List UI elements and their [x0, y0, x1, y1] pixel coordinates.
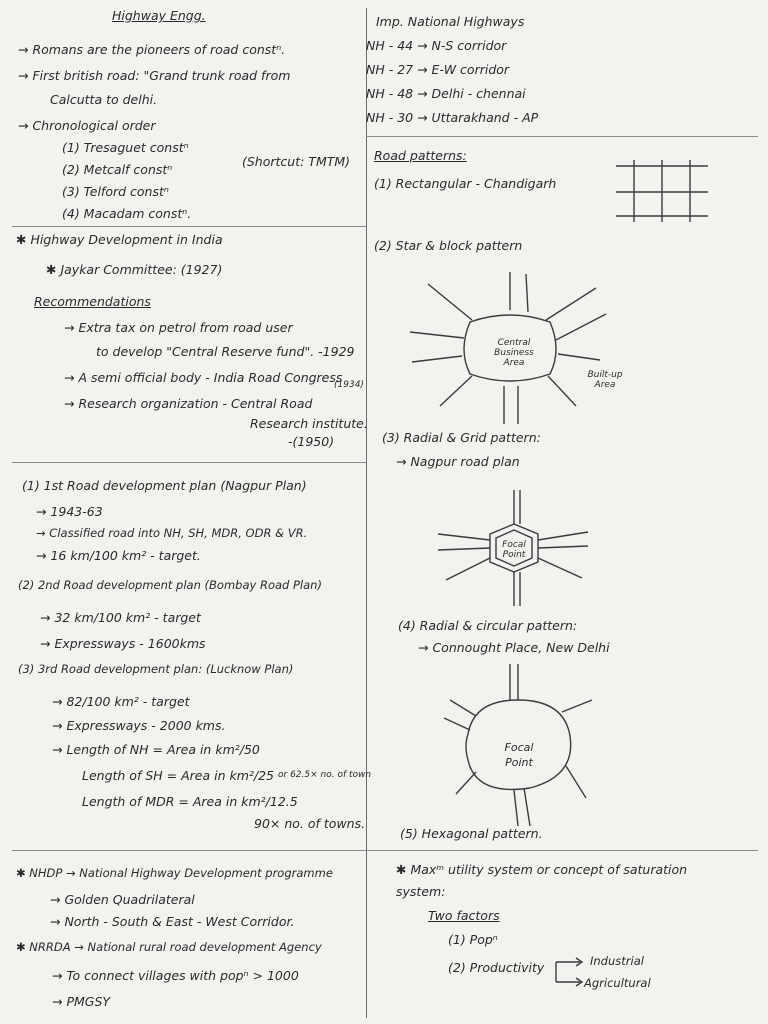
note-line: → Length of NH = Area in km²/50 [52, 742, 260, 757]
divider-bottom [12, 850, 758, 851]
divider-left-2 [12, 462, 366, 463]
note-line: → Nagpur road plan [396, 454, 520, 469]
note-line: Length of SH = Area in km²/25 [82, 768, 275, 783]
note-line: → Golden Quadrilateral [50, 892, 195, 907]
note-line: → Classified road into NH, SH, MDR, ODR & VR. [36, 526, 308, 540]
note-line: Research institute. [250, 416, 368, 431]
note-line: → First british road: "Grand trunk road from [18, 68, 291, 83]
note-line: (4) Macadam constⁿ. [62, 206, 192, 221]
note-line: → 16 km/100 km² - target. [36, 548, 201, 563]
rectangular-pattern-diagram [612, 156, 712, 226]
section-heading: Imp. National Highways [376, 14, 525, 29]
note-line: Calcutta to delhi. [50, 92, 158, 107]
note-line: → 82/100 km² - target [52, 694, 190, 709]
note-line: (1) Rectangular - Chandigarh [374, 176, 557, 191]
note-line: system: [396, 884, 446, 899]
note-line: (2) Productivity [448, 960, 545, 975]
note-line: → PMGSY [52, 994, 111, 1009]
note-line: → Extra tax on petrol from road user [64, 320, 293, 335]
note-line: (3) Telford constⁿ [62, 184, 169, 199]
note-line: NH - 48 → Delhi - chennai [366, 86, 526, 101]
diagram-label: Built-up Area [587, 370, 623, 390]
note-line: → North - South & East - West Corridor. [50, 914, 295, 929]
note-line: Industrial [590, 954, 644, 968]
note-line: → 1943-63 [36, 504, 103, 519]
section-heading: ✱ Highway Development in India [16, 232, 223, 247]
note-line: → A semi official body - India Road Congress [64, 370, 343, 385]
note-line: (1934) [334, 380, 364, 390]
note-line: (Shortcut: TMTM) [242, 154, 351, 169]
center-divider [366, 8, 367, 1018]
note-line: (1) Popⁿ [448, 932, 498, 947]
note-line: (1) Tresaguet constⁿ [62, 140, 189, 155]
note-line: → Connought Place, New Delhi [418, 640, 610, 655]
note-line: to develop "Central Reserve fund". -1929 [96, 344, 355, 359]
section-heading: ✱ NHDP → National Highway Development programme [16, 866, 333, 880]
note-line: → 32 km/100 km² - target [40, 610, 201, 625]
divider-left-1 [12, 226, 366, 227]
diagram-label: Central Business Area [494, 338, 534, 368]
note-line: Recommendations [34, 294, 151, 309]
divider-right-1 [366, 136, 758, 137]
note-line: (2) Metcalf constⁿ [62, 162, 173, 177]
page-title: Highway Engg. [112, 8, 206, 23]
note-line: -(1950) [288, 434, 335, 449]
note-line: → Romans are the pioneers of road constⁿ. [18, 42, 286, 57]
note-line: → To connect villages with popⁿ > 1000 [52, 968, 299, 983]
note-line: (4) Radial & circular pattern: [398, 618, 578, 633]
note-line: or 62.5× no. of town [278, 770, 372, 780]
plan-heading: (1) 1st Road development plan (Nagpur Plan) [22, 478, 307, 493]
diagram-label: Focal Point [502, 540, 526, 560]
productivity-bracket [552, 956, 586, 988]
plan-heading: (3) 3rd Road development plan: (Lucknow Plan) [18, 662, 294, 676]
note-line: NH - 30 → Uttarakhand - AP [366, 110, 539, 125]
note-line: (5) Hexagonal pattern. [400, 826, 543, 841]
diagram-label: Focal Point [504, 741, 534, 769]
note-line: → Research organization - Central Road [64, 396, 313, 411]
note-line: Two factors [428, 908, 500, 923]
note-line: → Expressways - 1600kms [40, 636, 206, 651]
section-heading: Road patterns: [374, 148, 467, 163]
plan-heading: (2) 2nd Road development plan (Bombay Road Plan) [18, 578, 322, 592]
note-line: (3) Radial & Grid pattern: [382, 430, 541, 445]
note-line: ✱ Jaykar Committee: (1927) [46, 262, 223, 277]
note-line: → Chronological order [18, 118, 156, 133]
section-heading: ✱ NRRDA → National rural road development Agency [16, 940, 322, 954]
note-line: Agricultural [584, 976, 651, 990]
note-line: 90× no. of towns. [254, 816, 366, 831]
note-line: NH - 27 → E-W corridor [366, 62, 510, 77]
note-line: → Expressways - 2000 kms. [52, 718, 226, 733]
note-line: NH - 44 → N-S corridor [366, 38, 507, 53]
note-line: Length of MDR = Area in km²/12.5 [82, 794, 298, 809]
note-line: (2) Star & block pattern [374, 238, 523, 253]
section-heading: ✱ Maxᵐ utility system or concept of saturation [396, 862, 688, 877]
